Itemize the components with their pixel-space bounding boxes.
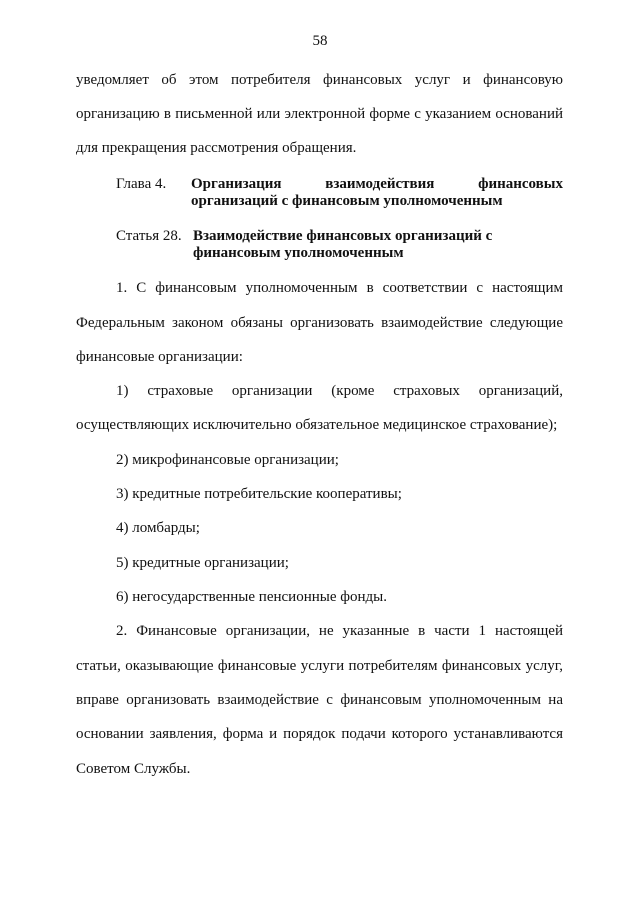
article-label: Статья 28. bbox=[116, 228, 182, 244]
list-item-6: 6) негосударственные пенсионные фонды. bbox=[116, 589, 387, 605]
intro-line-1: уведомляет об этом потребителя финансовых услуг и финансовую bbox=[76, 72, 563, 88]
chapter-title bbox=[191, 176, 563, 210]
intro-line-2: организацию в письменной или электронной форме с указанием оснований bbox=[76, 106, 563, 122]
para2-line-5: Советом Службы. bbox=[76, 761, 191, 777]
list-item-1-line-1: 1) страховые организации (кроме страховых организаций, bbox=[116, 383, 563, 399]
article-title bbox=[193, 228, 565, 262]
list-item-2: 2) микрофинансовые организации; bbox=[116, 452, 339, 468]
para1-line-1: 1. С финансовым уполномоченным в соответствии с настоящим bbox=[116, 280, 563, 296]
page-number: 58 bbox=[312, 33, 328, 49]
para2-line-2: статьи, оказывающие финансовые услуги потребителям финансовых услуг, bbox=[76, 658, 563, 674]
list-item-4: 4) ломбарды; bbox=[116, 520, 200, 536]
list-item-1-line-2: осуществляющих исключительно обязательное медицинское страхование); bbox=[76, 417, 558, 433]
chapter-label: Глава 4. bbox=[116, 176, 167, 192]
para1-line-2: Федеральным законом обязаны организовать взаимодействие следующие bbox=[76, 315, 563, 331]
list-item-5: 5) кредитные организации; bbox=[116, 555, 289, 571]
article-title-line-2: финансовым уполномоченным bbox=[193, 245, 404, 261]
para2-line-1: 2. Финансовые организации, не указанные в части 1 настоящей bbox=[116, 623, 563, 639]
article-title-line-1: Взаимодействие финансовых организаций с bbox=[193, 228, 493, 244]
chapter-title-line-1: Организация взаимодействия финансовых bbox=[191, 176, 563, 192]
para2-line-4: основании заявления, форма и порядок подачи которого устанавливаются bbox=[76, 726, 563, 742]
intro-line-3: для прекращения рассмотрения обращения. bbox=[76, 140, 357, 156]
para1-line-3: финансовые организации: bbox=[76, 349, 243, 365]
chapter-title-line-2: организаций с финансовым уполномоченным bbox=[191, 193, 503, 209]
para2-line-3: вправе организовать взаимодействие с финансовым уполномоченным на bbox=[76, 692, 563, 708]
list-item-3: 3) кредитные потребительские кооперативы; bbox=[116, 486, 402, 502]
